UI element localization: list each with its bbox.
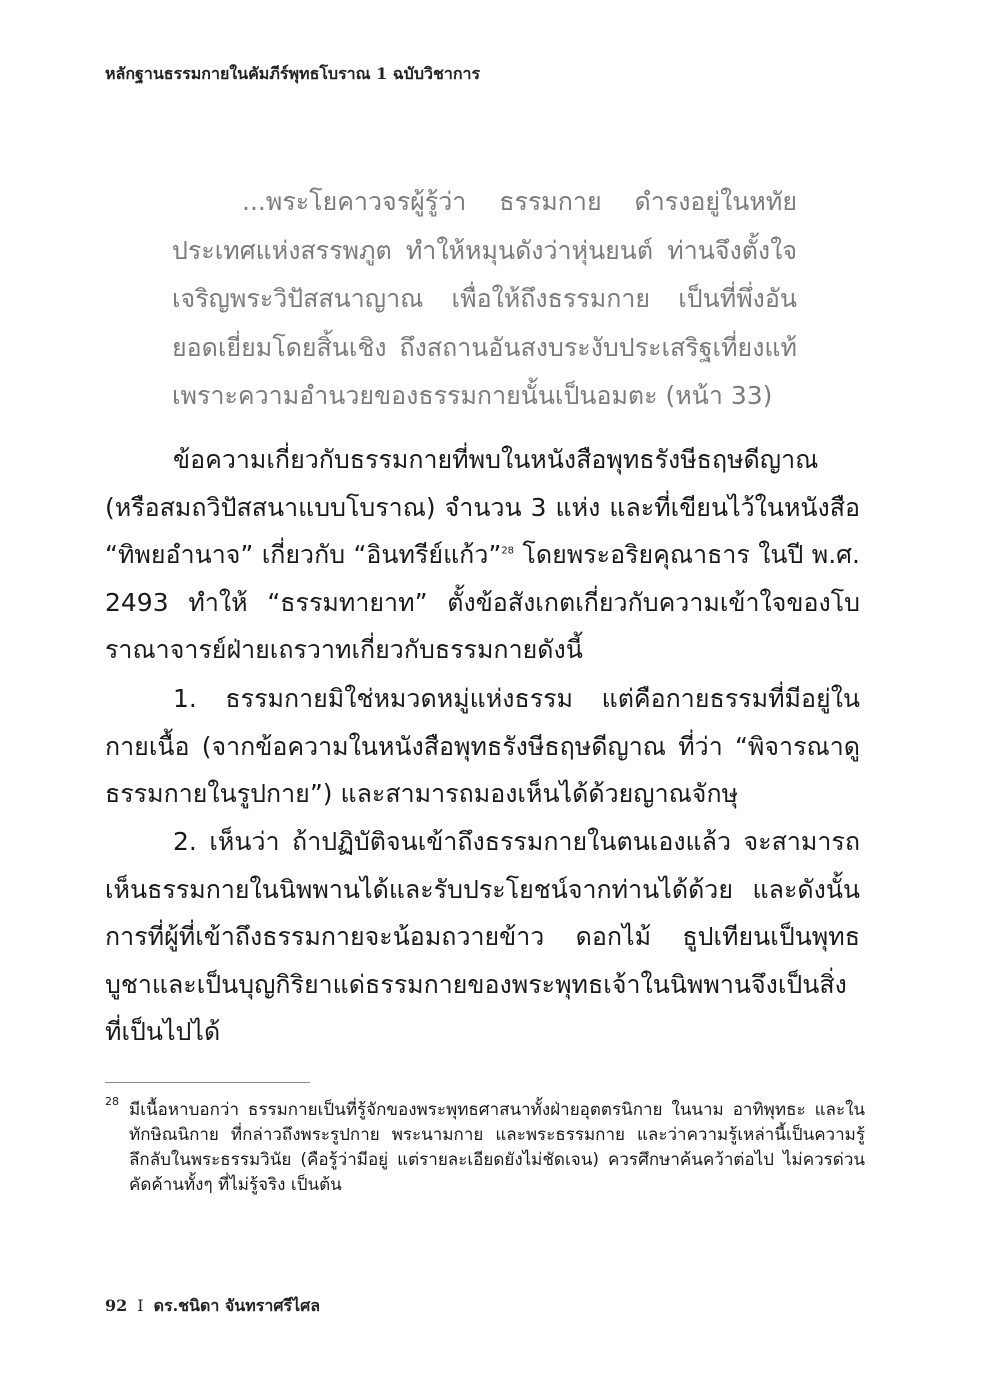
running-footer xyxy=(105,1294,320,1318)
paragraph-1 xyxy=(105,436,860,674)
footnote-divider xyxy=(105,1082,310,1083)
paragraph-3 xyxy=(105,818,860,1056)
block-quote xyxy=(172,178,797,421)
footer-separator: I xyxy=(137,1296,144,1315)
author-name: ดร.ชนิดา จันทราศรีไศล xyxy=(153,1296,321,1315)
footnote-text: มีเนื้อหาบอกว่า ธรรมกายเป็นที่รู้จักของพระพุทธศาสนาทั้งฝ่ายอุตตรนิกาย ในนาม อาทิพุทธะ และในทักษิณนิกาย ที่กล่าวถึงพระรูปกาย พระนามกาย และพระธรรมกาย และว่าความรู้เหล่านี้เป็นความรู้ลึกลับในพระธรรมวินัย (คือรู้ว่ามีอยู่ แต่รายละเอียดยังไม่ชัดเจน) ควรศึกษาค้นคว้าต่อไป ไม่ควรด่วนคัดค้านทั้งๆ ที่ไม่รู้จริง เป็นต้น xyxy=(129,1100,865,1195)
footnote-number: 28 xyxy=(105,1095,119,1108)
paragraph-3-text: 2. เห็นว่า ถ้าปฏิบัติจนเข้าถึงธรรมกายในตนเองแล้ว จะสามารถเห็นธรรมกายในนิพพานได้และรับประโยชน์จากท่านได้ด้วย และดังนั้นการที่ผู้ที่เข้าถึงธรรมกายจะน้อมถวายข้าว ดอกไม้ ธูปเทียนเป็นพุทธบูชาและเป็นบุญกิริยาแด่ธรรมกายของพระพุทธเจ้าในนิพพานจึงเป็นสิ่งที่เป็นไปได้ xyxy=(105,827,860,1046)
page-number: 92 xyxy=(105,1296,128,1315)
running-header: หลักฐานธรรมกายในคัมภีร์พุทธโบราณ 1 ฉบับวิชาการ xyxy=(105,64,481,83)
paragraph-2-text: 1. ธรรมกายมิใช่หมวดหมู่แห่งธรรม แต่คือกายธรรมที่มีอยู่ในกายเนื้อ (จากข้อความในหนังสือพุทธรังษีธฤษดีญาณ ที่ว่า “พิจารณาดูธรรมกายในรูปกาย”) และสามารถมองเห็นได้ด้วยญาณจักษุ xyxy=(105,684,860,808)
footnote-reference[interactable]: 28 xyxy=(501,545,515,557)
quote-text: ...พระโยคาวจรผู้รู้ว่า ธรรมกาย ดำรงอยู่ในหทัยประเทศแห่งสรรพภูต ทำให้หมุนดังว่าหุ่นยนต์ ท่านจึงตั้งใจเจริญพระวิปัสสนาญาณ เพื่อให้ถึงธรรมกาย เป็นที่พึ่งอันยอดเยี่ยมโดยสิ้นเชิง ถึงสถานอันสงบระงับประเสริฐเที่ยงแท้ เพราะความอำนวยของธรรมกายนั้นเป็นอมตะ (หน้า 33) xyxy=(172,187,797,410)
paragraph-1-text-a: ข้อความเกี่ยวกับธรรมกายที่พบในหนังสือพุทธรังษีธฤษดีญาณ (หรือสมถวิปัสสนาแบบโบราณ) จำนวน 3 แห่ง และที่เขียนไว้ในหนังสือ “ทิพยอำนาจ” เกี่ยวกับ “อินทรีย์แก้ว” xyxy=(105,445,860,569)
paragraph-1-text-b: โดยพระอริยคุณาธาร ในปี พ.ศ. 2493 ทำให้ “ธรรมทายาท” ตั้งข้อสังเกตเกี่ยวกับความเข้าใจของโบราณาจารย์ฝ่ายเถรวาทเกี่ยวกับธรรมกายดังนี้ xyxy=(105,540,860,664)
footnote xyxy=(105,1095,865,1198)
paragraph-2 xyxy=(105,675,860,818)
